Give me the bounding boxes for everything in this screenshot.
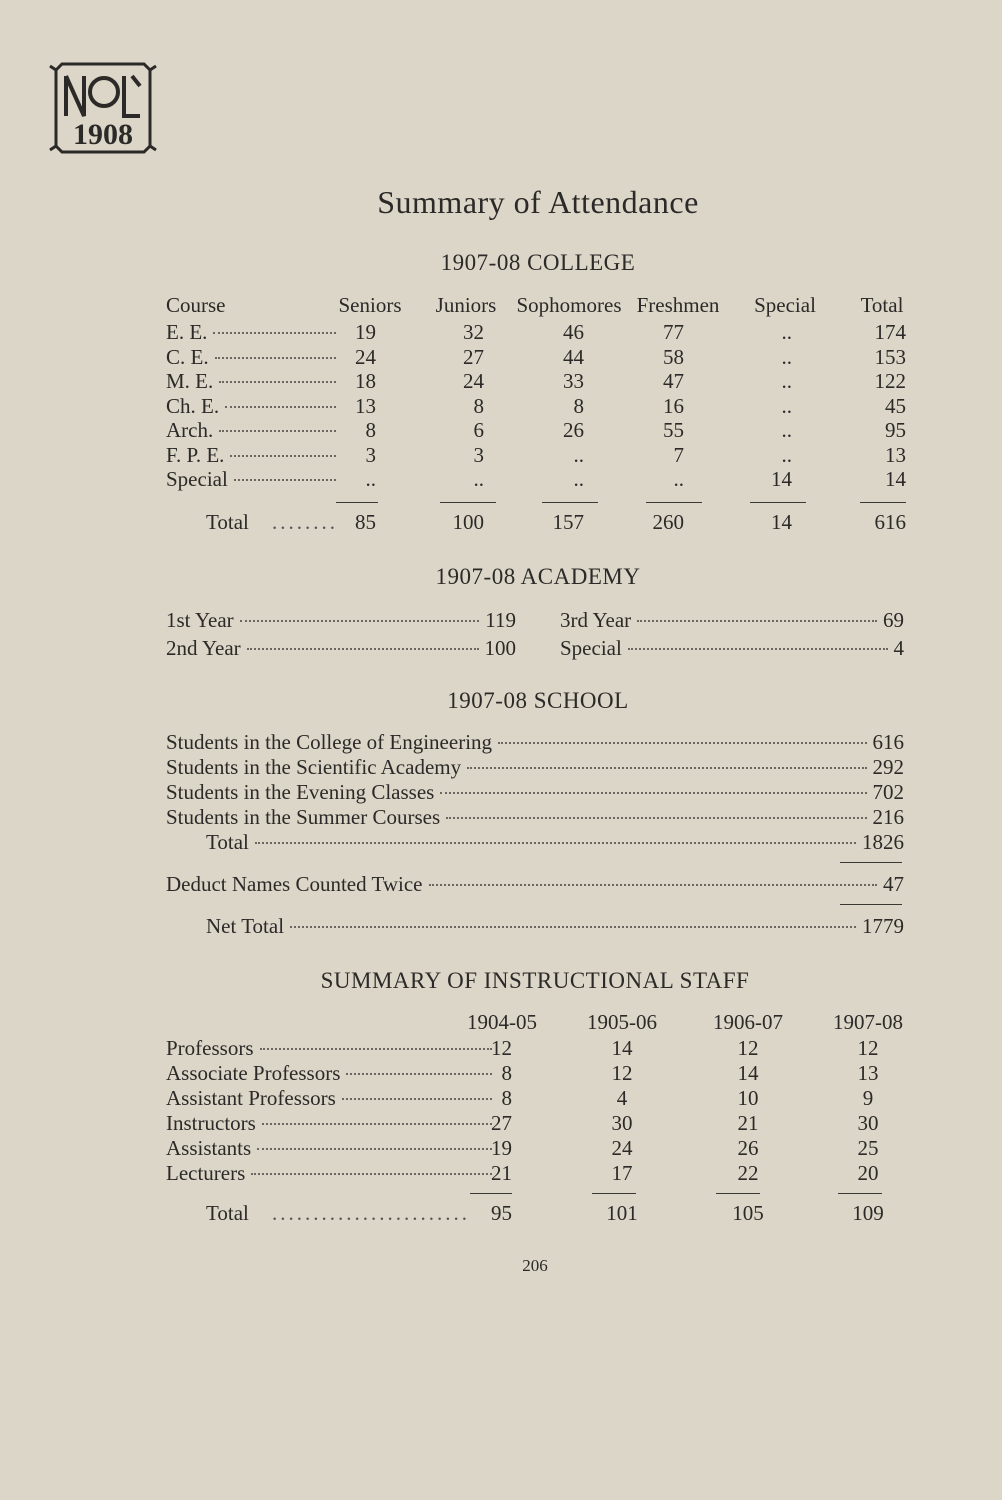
staff-cell: 4: [616, 1086, 628, 1110]
college-cell: 27: [463, 344, 484, 369]
school-total-label: Total: [206, 830, 249, 854]
divider: [592, 1193, 636, 1194]
college-cell: 95: [885, 418, 906, 442]
column-header: Freshmen: [636, 293, 720, 317]
divider: [750, 502, 806, 503]
staff-label: Assistant Professors: [166, 1086, 336, 1110]
school-item: [166, 780, 904, 805]
college-cell: 6: [473, 418, 484, 442]
staff-cell: 21: [737, 1111, 759, 1135]
school-item: [166, 730, 904, 755]
staff-total-cell: 101: [606, 1201, 638, 1225]
divider: [646, 502, 702, 503]
college-cell: 153: [874, 344, 906, 369]
course-label: E. E.: [166, 320, 208, 344]
academy-value: 69: [883, 608, 904, 632]
staff-cell: 14: [611, 1036, 633, 1060]
divider: [838, 1193, 882, 1194]
college-cell: 55: [663, 418, 684, 442]
college-cell: 32: [463, 320, 484, 344]
column-header: Sophomores: [516, 293, 622, 317]
staff-cell: 30: [611, 1111, 633, 1135]
leader-dots: ........: [272, 510, 338, 534]
school-label: Students in the Summer Courses: [166, 805, 441, 829]
staff-cell: 8: [501, 1061, 512, 1085]
leader-dots: ........................: [272, 1201, 470, 1225]
school-net-value: 1779: [862, 914, 904, 938]
college-total-cell: 616: [874, 510, 906, 534]
college-cell: 16: [663, 393, 684, 418]
school-heading: 1907-08 SCHOOL: [447, 688, 629, 713]
academy-value: 100: [484, 636, 516, 660]
staff-cell: 8: [501, 1086, 512, 1110]
school-net-row: [206, 914, 904, 939]
staff-row: [166, 1111, 492, 1136]
staff-label: Assistants: [166, 1136, 252, 1160]
staff-cell: 30: [857, 1111, 879, 1135]
staff-label: Instructors: [166, 1111, 256, 1135]
school-item: [166, 805, 904, 830]
staff-cell: 12: [491, 1036, 512, 1060]
divider: [840, 862, 902, 863]
school-value: 216: [872, 805, 904, 829]
course-label: C. E.: [166, 344, 209, 369]
staff-cell: 25: [857, 1136, 879, 1160]
academy-value: 119: [485, 608, 516, 632]
year-header: 1907-08: [833, 1010, 903, 1034]
course-label: M. E.: [166, 369, 214, 393]
college-cell: 8: [473, 393, 484, 418]
staff-total-label: Total: [206, 1201, 249, 1225]
year-header: 1905-06: [587, 1010, 657, 1034]
college-cell: 46: [563, 320, 584, 344]
staff-row: [166, 1161, 492, 1186]
course-label: F. P. E.: [166, 442, 225, 467]
staff-row: [166, 1086, 492, 1111]
year-header: 1906-07: [713, 1010, 783, 1034]
college-cell: 8: [336, 418, 376, 443]
staff-label: Professors: [166, 1036, 254, 1060]
college-cell: 58: [663, 344, 684, 369]
college-total-cell: 157: [552, 510, 584, 534]
school-deduct-value: 47: [883, 872, 904, 896]
college-cell: 47: [663, 369, 684, 393]
school-total-value: 1826: [862, 830, 904, 854]
staff-cell: 19: [491, 1136, 512, 1160]
college-total-cell: 14: [771, 510, 792, 534]
staff-cell: 21: [491, 1161, 512, 1185]
academy-label: 1st Year: [166, 608, 234, 632]
academy-item: [560, 608, 904, 633]
school-value: 616: [872, 730, 904, 754]
emblem-logo-icon: [48, 56, 158, 160]
academy-item: [166, 636, 516, 661]
staff-cell: 10: [737, 1086, 759, 1110]
school-label: Students in the Evening Classes: [166, 780, 435, 804]
college-cell: ..: [673, 467, 684, 491]
college-cell: 26: [563, 418, 584, 442]
college-total-cell: 85: [355, 510, 376, 534]
academy-heading: 1907-08 ACADEMY: [435, 564, 641, 589]
academy-item: [166, 608, 516, 633]
staff-cell: 12: [857, 1036, 879, 1060]
college-cell: ..: [781, 344, 792, 369]
school-net-label: Net Total: [206, 914, 285, 938]
college-cell: 77: [663, 320, 684, 344]
staff-cell: 27: [491, 1111, 512, 1135]
staff-cell: 13: [857, 1061, 879, 1085]
academy-item: [560, 636, 904, 661]
staff-cell: 26: [737, 1136, 759, 1160]
college-cell: ..: [573, 442, 584, 467]
college-cell: 13: [336, 394, 376, 419]
staff-row: [166, 1036, 492, 1061]
staff-row: [166, 1136, 492, 1161]
academy-label: Special: [560, 636, 622, 660]
college-cell: 8: [573, 393, 584, 418]
staff-cell: 24: [611, 1136, 633, 1160]
year-header: 1904-05: [467, 1010, 537, 1034]
college-cell: 44: [563, 344, 584, 369]
college-cell: 18: [336, 369, 376, 394]
staff-row: [166, 1061, 492, 1086]
course-label: Ch. E.: [166, 393, 220, 418]
school-label: Students in the Scientific Academy: [166, 755, 462, 779]
total-label: Total: [206, 510, 249, 534]
column-header: Juniors: [435, 293, 497, 317]
school-total-row: [206, 830, 904, 855]
college-cell: 19: [336, 320, 376, 345]
column-header: Special: [754, 293, 816, 317]
college-cell: ..: [781, 369, 792, 393]
academy-value: 4: [893, 636, 904, 660]
svg-text:1908: 1908: [73, 118, 133, 151]
college-cell: ..: [781, 320, 792, 344]
school-label: Students in the College of Engineering: [166, 730, 493, 754]
page-number: 206: [522, 1256, 548, 1275]
school-value: 292: [872, 755, 904, 779]
staff-cell: 12: [611, 1061, 633, 1085]
school-item: [166, 755, 904, 780]
college-cell: 174: [874, 320, 906, 344]
staff-cell: 14: [737, 1061, 759, 1085]
divider: [860, 502, 906, 503]
college-cell: ..: [336, 467, 376, 492]
college-cell: ..: [781, 442, 792, 467]
college-cell: 13: [885, 442, 906, 467]
college-cell: ..: [781, 393, 792, 418]
column-header: Seniors: [338, 293, 402, 317]
page-title: Summary of Attendance: [377, 184, 699, 220]
college-cell: ..: [781, 418, 792, 442]
column-header: Total: [860, 293, 904, 317]
college-cell: 14: [771, 467, 792, 491]
staff-heading: SUMMARY OF INSTRUCTIONAL STAFF: [320, 968, 750, 993]
divider: [542, 502, 598, 503]
staff-cell: 12: [737, 1036, 759, 1060]
staff-cell: 17: [611, 1161, 633, 1185]
school-deduct-row: [166, 872, 904, 897]
school-deduct-label: Deduct Names Counted Twice: [166, 872, 423, 896]
staff-cell: 9: [862, 1086, 874, 1110]
divider: [336, 502, 378, 503]
school-value: 702: [872, 780, 904, 804]
divider: [716, 1193, 760, 1194]
course-label: Arch.: [166, 418, 214, 442]
divider: [470, 1193, 512, 1194]
college-cell: ..: [473, 467, 484, 491]
staff-total-cell: 105: [732, 1201, 764, 1225]
college-cell: 7: [673, 442, 684, 467]
college-total-cell: 260: [652, 510, 684, 534]
staff-total-cell: 109: [852, 1201, 884, 1225]
staff-cell: 20: [857, 1161, 879, 1185]
staff-total-cell: 95: [491, 1201, 512, 1225]
academy-label: 2nd Year: [166, 636, 241, 660]
college-cell: 3: [473, 442, 484, 467]
college-cell: 24: [336, 345, 376, 370]
college-cell: 3: [336, 443, 376, 468]
college-cell: 14: [885, 467, 906, 491]
college-heading: 1907-08 COLLEGE: [440, 250, 636, 275]
college-cell: 122: [874, 369, 906, 393]
college-cell: ..: [573, 467, 584, 491]
college-cell: 45: [885, 393, 906, 418]
staff-label: Lecturers: [166, 1161, 246, 1185]
staff-cell: 22: [737, 1161, 759, 1185]
college-cell: 33: [563, 369, 584, 393]
college-cell: 24: [463, 369, 484, 393]
staff-label: Associate Professors: [166, 1061, 341, 1085]
column-header: Course: [166, 293, 226, 317]
divider: [440, 502, 496, 503]
divider: [840, 904, 902, 905]
course-label: Special: [166, 467, 228, 491]
academy-label: 3rd Year: [560, 608, 632, 632]
college-total-cell: 100: [452, 510, 484, 534]
